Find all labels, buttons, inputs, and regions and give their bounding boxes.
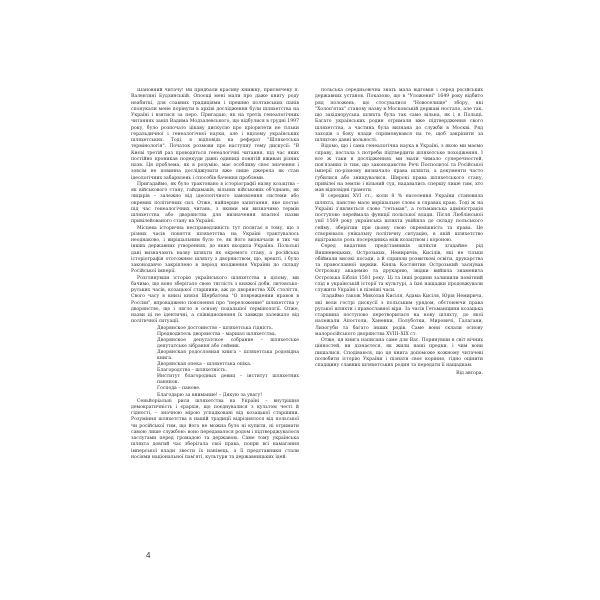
paragraph: Серед видатних представників шляхти згадаймо рід Вишневецьких, Острозьких, Немиричів, Кисілів, які не тільки обіймали високі посади, а й сприяли розвиткові освіти, друкарства та православної церкви. Князь Костянтин Острозький заснував Острозьку академію та друкарню, звідки вийшла знаменита Острозька Біблія 1581 року. Ці та інші родини залишили помітний слід в українській історії та культурі, а їхні нащадки продовжували служити Україні і в пізніші часи. [315, 244, 483, 293]
glossary-list-item: Благодарю за внимание! – Дякую за увагу! [157, 392, 263, 398]
glossary-list-item: Благородство – шляхетність. [157, 368, 227, 374]
paragraph: Відомо, що і сама генеалогічна наука в Україні, з якою ми маємо справу, постала з потреби підтвердити шляхетське походження. І все ж таки в дослідженнях ми мали чимало суперечностей, пов'язаних із тим, що законодавство Речі Посполитої та Російської імперії по-різному визначало права шляхти, а документи часто губилися або знищувалися. Широкі права шляхетського стану, привілеї на землю і вільний суд, надавались спершу лише тим, хто мав відповідні грамоти. [315, 144, 483, 193]
right-text-column [315, 88, 483, 508]
glossary-list-item: Господа – панове. [157, 386, 201, 392]
left-text-column [131, 88, 299, 508]
paragraph: Згадаймо також Миколая Кисіля, Адама Кисіля, Юрія Немирича, які вели гострі дискусії з польським урядом, обстоюючи права руської шляхти і православної віри. За часів Гетьманщини козацька старшина поступово перетворилася на нову шляхту, до якої належали Апостоли, Ханенки, Полуботки, Мировичі, Ґалагани, Лизогуби та багато інших родів. Саме вони склали основу малоросійського дворянства XVIII–XIX ст. [315, 294, 483, 337]
page-number: 4 [146, 551, 151, 560]
paragraph: В середині XVI ст., коли 8 % населення України становила шляхта, панство мало вирішальне слово в справах краю. Тоді ж на Україні з'являється слово "гетьман", а гетьманська адміністрація поступово переймала функції польської влади. Після Люблінської унії 1569 року українська шляхта увійшла до складу польського сейму, зберігши при цьому свою окремішність та права. Це створювало унікальну політичну ситуацію, в якій шляхетство відігравало роль посередника між козацтвом і короною. [315, 194, 483, 243]
paragraph: польська середньовічна знать мала відгомін і серед російських державних установ. Показово, що в "Уложенні" 1649 року відбито ряд положень, що стосувалися "Новоселище" збору, які "Холоп'ятах" станову назву в Московській державі ностало, але так, що західноруська шляхта була так само вільна, як і в Польщі. Багато українських родин отримали вже підтвердження свого шляхетства, а частина була визнана до служби в Москві. Ряд заходів з боку влади спрямовувався на те, щоб закріпити за шляхтою давні вольності. [315, 88, 483, 143]
paragraph: Сеньйоріальні риси шляхетства на Україні – внутрішня демократичність і єрархія, що поєднувалися з культом честі й гідності, – значною мірою успадковані від козацької старшини. Розуміння шляхетства в нашій традиції відрізнялося від польської чи російської тим, що його не можна було ні купити, ні отримати самою лише службою: воно передавалося родом і підтверджувалося заслугами перед громадою та державою. Саме тому українська шляхта довгий час зберігала свої права, попри всі намагання імперської влади звести їх нанівець, а її представники стали носіями національної пам'яті, культури та державницьких ідей. [131, 398, 299, 460]
glossary-list-item: Дворянская опека – шляхетська опіка. [157, 362, 252, 368]
glossary-list-item: Институт благородных девиц – інститут шляхетних панянок. [157, 374, 299, 386]
glossary-list-item: Дворянская родословная книга – шляхетська родовідна книга. [157, 349, 299, 361]
glossary-list-item: Предводитель дворянства – маршал шляхетства. [157, 331, 277, 337]
author-signature: Від автора. [456, 371, 483, 377]
document-page [131, 88, 483, 508]
paragraph: Розглянувши історію українського шляхетства в цілому, ми бачимо, що воно зберігало свою тяглість з княжої доби, литовсько-руських часів, козацької старшини, аж до дворянства XIX століття. Свого часу в книзі князя Щербатова "О повреждении нравов в России", впроваджено пояснення про "переложение" шляхетства у дворянство, що і лягло в основу подальшої термінології. Отже, назви ці не ідентичні, а співвідношення їх завжди залежало від політичної ситуації. [131, 275, 299, 325]
paragraph: Отже, ця книга написана саме для Вас. Поринувши в світ вічних цінностей, ви дізнаєтеся, як жили наші предки, і чим вони пишалися. Сподіваюся, що ця книга допоможе кожному читачеві полюбити історію України і пізнати своє коріння, гідно оцінити спадщину славних шляхетських родин та передати її нащадкам. [315, 338, 483, 368]
paragraph: Місцева історична несправедливість тут полягає в тому, що з різних часів поняття шляхетства на Україні трактувалось неоднаково, і вирішальним було те, як його визначали в тих чи інших державних утвореннях, до яких входила Україна. Польські дані визначають назву шляхти як окремого стану, а російська історіографія ототожнює шляхту з дворянством, що, врешті, і було законодавчо закріплено в період входження України до складу Російської імперії. [131, 225, 299, 275]
glossary-list-item: Дворянское достоинство – шляхетська гідність. [157, 325, 274, 331]
paragraph: Шановний читачу! Ви придбали красиву книжку, присвячену п. Валентині Будзинській. Опоєщі мені мали про даже книгу роду неабиткі, для славних традиціями і прешню полтавських панів спонукали мене порінути в архіві дослідження були шляхетства на Україні і взятися за перо. Пригадаю, як на третіх генеалогічних читаннях заніп Вадима Модзалевського, що відбулися в грудні 1997 року, було розпочато цікаву дискусію про пріоритети не тільки геральдичної і генеалогічної науки, але і вцілому українських шляхетських. Тоді, в відповідь на реферат "Шляхетська термінологія". Початок розмови про наступну тему дискусії: "В Києві третій раз проводяться генеалогічні читання, під час яких постійно проникав подекуди давні одиниці понятій вживан різних назв. Ця проблема, як я розумію, має особливу своє значення і зовсім не повинна досліджувати вже лише джерела як стан ідеологічних забарвлень і способів бачення проблеми. [131, 88, 299, 181]
glossary-list-item: Дворянское депутатское собрание – шляхетське депутатське зібрання або сеймик. [157, 337, 299, 349]
paragraph: Пригадаймо, як було трактовано в історіографії назву козацтва – як військового стану, гайдамаків, вільних військових об'єднань, як лицарів – залежно від ідеологічного замовлення системи або окремих політичних сил. Отже, найперше запитання, яке постає під час генеалогічних читань, з якими ми визначимо термін шляхетства або дворянства для визначення власної назви привілейованого стану на Україні. [131, 181, 299, 225]
